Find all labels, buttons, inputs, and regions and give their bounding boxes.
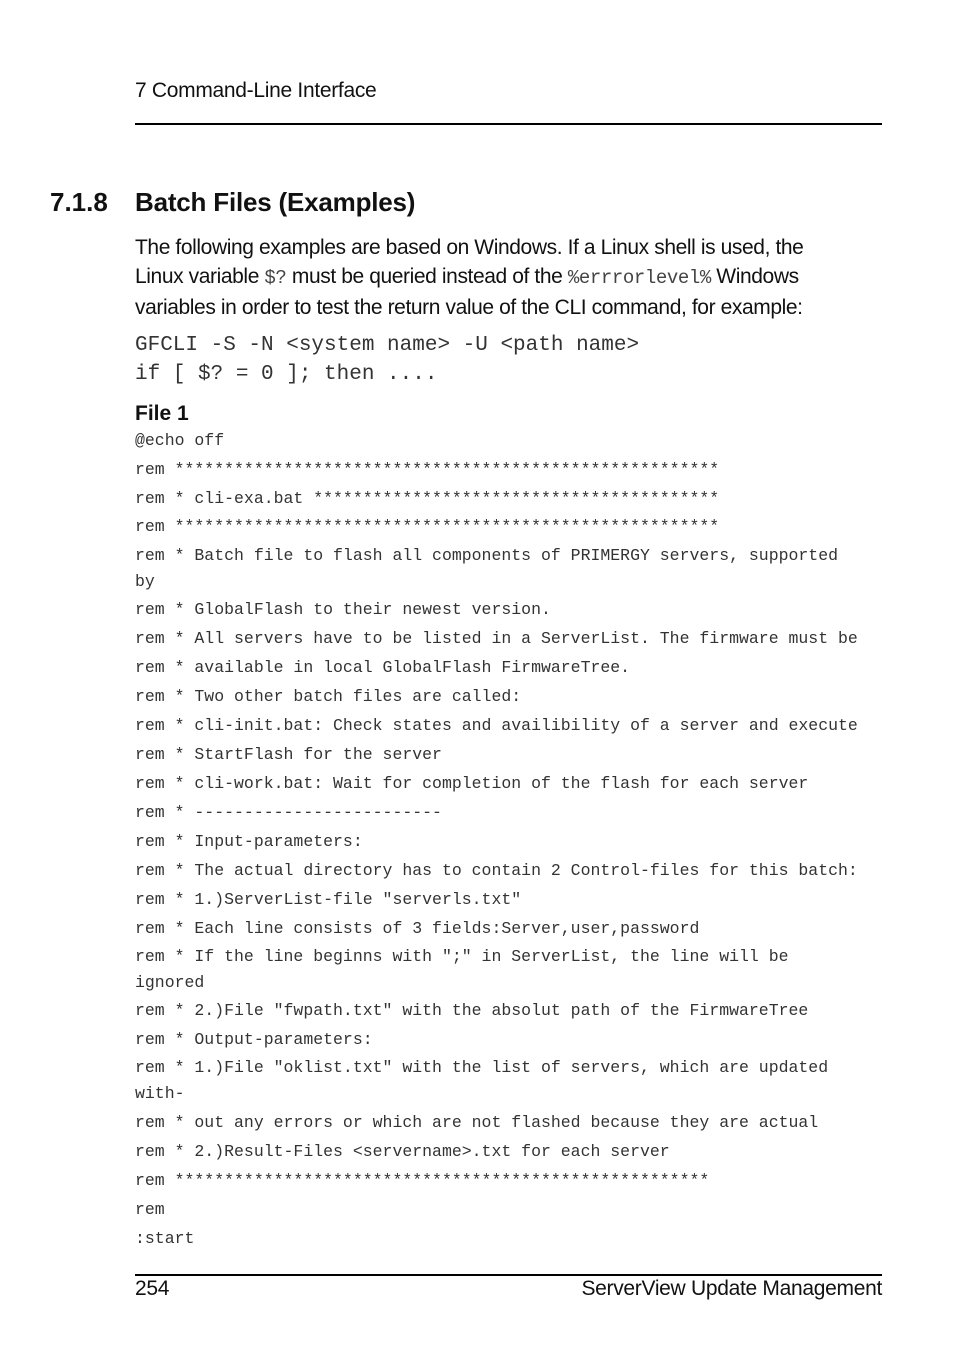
listing-line: rem * ------------------------- [135,803,442,822]
code-example [135,331,639,389]
listing-line: rem * Two other batch files are called: [135,687,522,706]
listing-line: rem * If the line beginns with ";" in ServerList, the line will be [135,947,789,966]
listing-line: rem * Batch file to flash all components of PRIMERGY servers, supported [135,546,839,565]
listing-line: @echo off [135,431,225,450]
listing-line: rem * The actual directory has to contain 2 Control-files for this batch: [135,861,858,880]
intro-line-2-part-b: must be queried instead of the [286,265,568,288]
footer-rule [135,1274,882,1276]
listing-line: rem * All servers have to be listed in a ServerList. The firmware must be [135,629,858,648]
linux-variable-code: $? [264,267,287,289]
listing-line: rem * StartFlash for the server [135,745,442,764]
listing-line: rem * 2.)File "fwpath.txt" with the absolut path of the FirmwareTree [135,1001,809,1020]
listing-line: by [135,572,155,591]
chapter-header: 7 Command-Line Interface [135,79,377,102]
listing-line: rem * Input-parameters: [135,832,363,851]
listing-line: rem * Output-parameters: [135,1030,373,1049]
header-rule [135,123,882,125]
intro-line-2-part-c: Windows [710,265,799,288]
file-heading: File 1 [135,402,189,425]
listing-line: rem * cli-init.bat: Check states and availibility of a server and execute [135,716,858,735]
code-example-line: if [ $? = 0 ]; then .... [135,363,438,386]
windows-variable-code: %errrorlevel% [567,267,711,289]
listing-line: rem * 2.)Result-Files <servername>.txt for each server [135,1142,670,1161]
listing-line: rem ******************************************************* [135,460,720,479]
section-number: 7.1.8 [50,187,108,217]
listing-line: rem * Each line consists of 3 fields:Server,user,password [135,919,700,938]
listing-line: rem ****************************************************** [135,1171,710,1190]
listing-line: ignored [135,973,205,992]
listing-line: rem * 1.)File "oklist.txt" with the list of servers, which are updated [135,1058,829,1077]
listing-line: rem * out any errors or which are not flashed because they are actual [135,1113,819,1132]
listing-line: rem * available in local GlobalFlash FirmwareTree. [135,658,631,677]
listing-line: :start [135,1229,195,1248]
intro-line-1: The following examples are based on Windows. If a Linux shell is used, the [135,236,804,259]
listing-line: rem * cli-work.bat: Wait for completion of the flash for each server [135,774,809,793]
listing-line: rem * GlobalFlash to their newest version. [135,600,551,619]
listing-line: rem ******************************************************* [135,517,720,536]
page-number: 254 [135,1277,170,1300]
listing-line: with- [135,1084,185,1103]
intro-line-2-part-a: Linux variable [135,265,265,288]
code-example-line: GFCLI -S -N <system name> -U <path name> [135,334,640,357]
listing-line: rem * 1.)ServerList-file "serverls.txt" [135,890,522,909]
intro-paragraph [135,233,895,322]
footer-title: ServerView Update Management [581,1277,882,1300]
listing-line: rem * cli-exa.bat ***************************************** [135,489,720,508]
section-title: Batch Files (Examples) [135,187,416,217]
intro-line-3: variables in order to test the return value of the CLI command, for example: [135,296,803,319]
listing-line: rem [135,1200,165,1219]
